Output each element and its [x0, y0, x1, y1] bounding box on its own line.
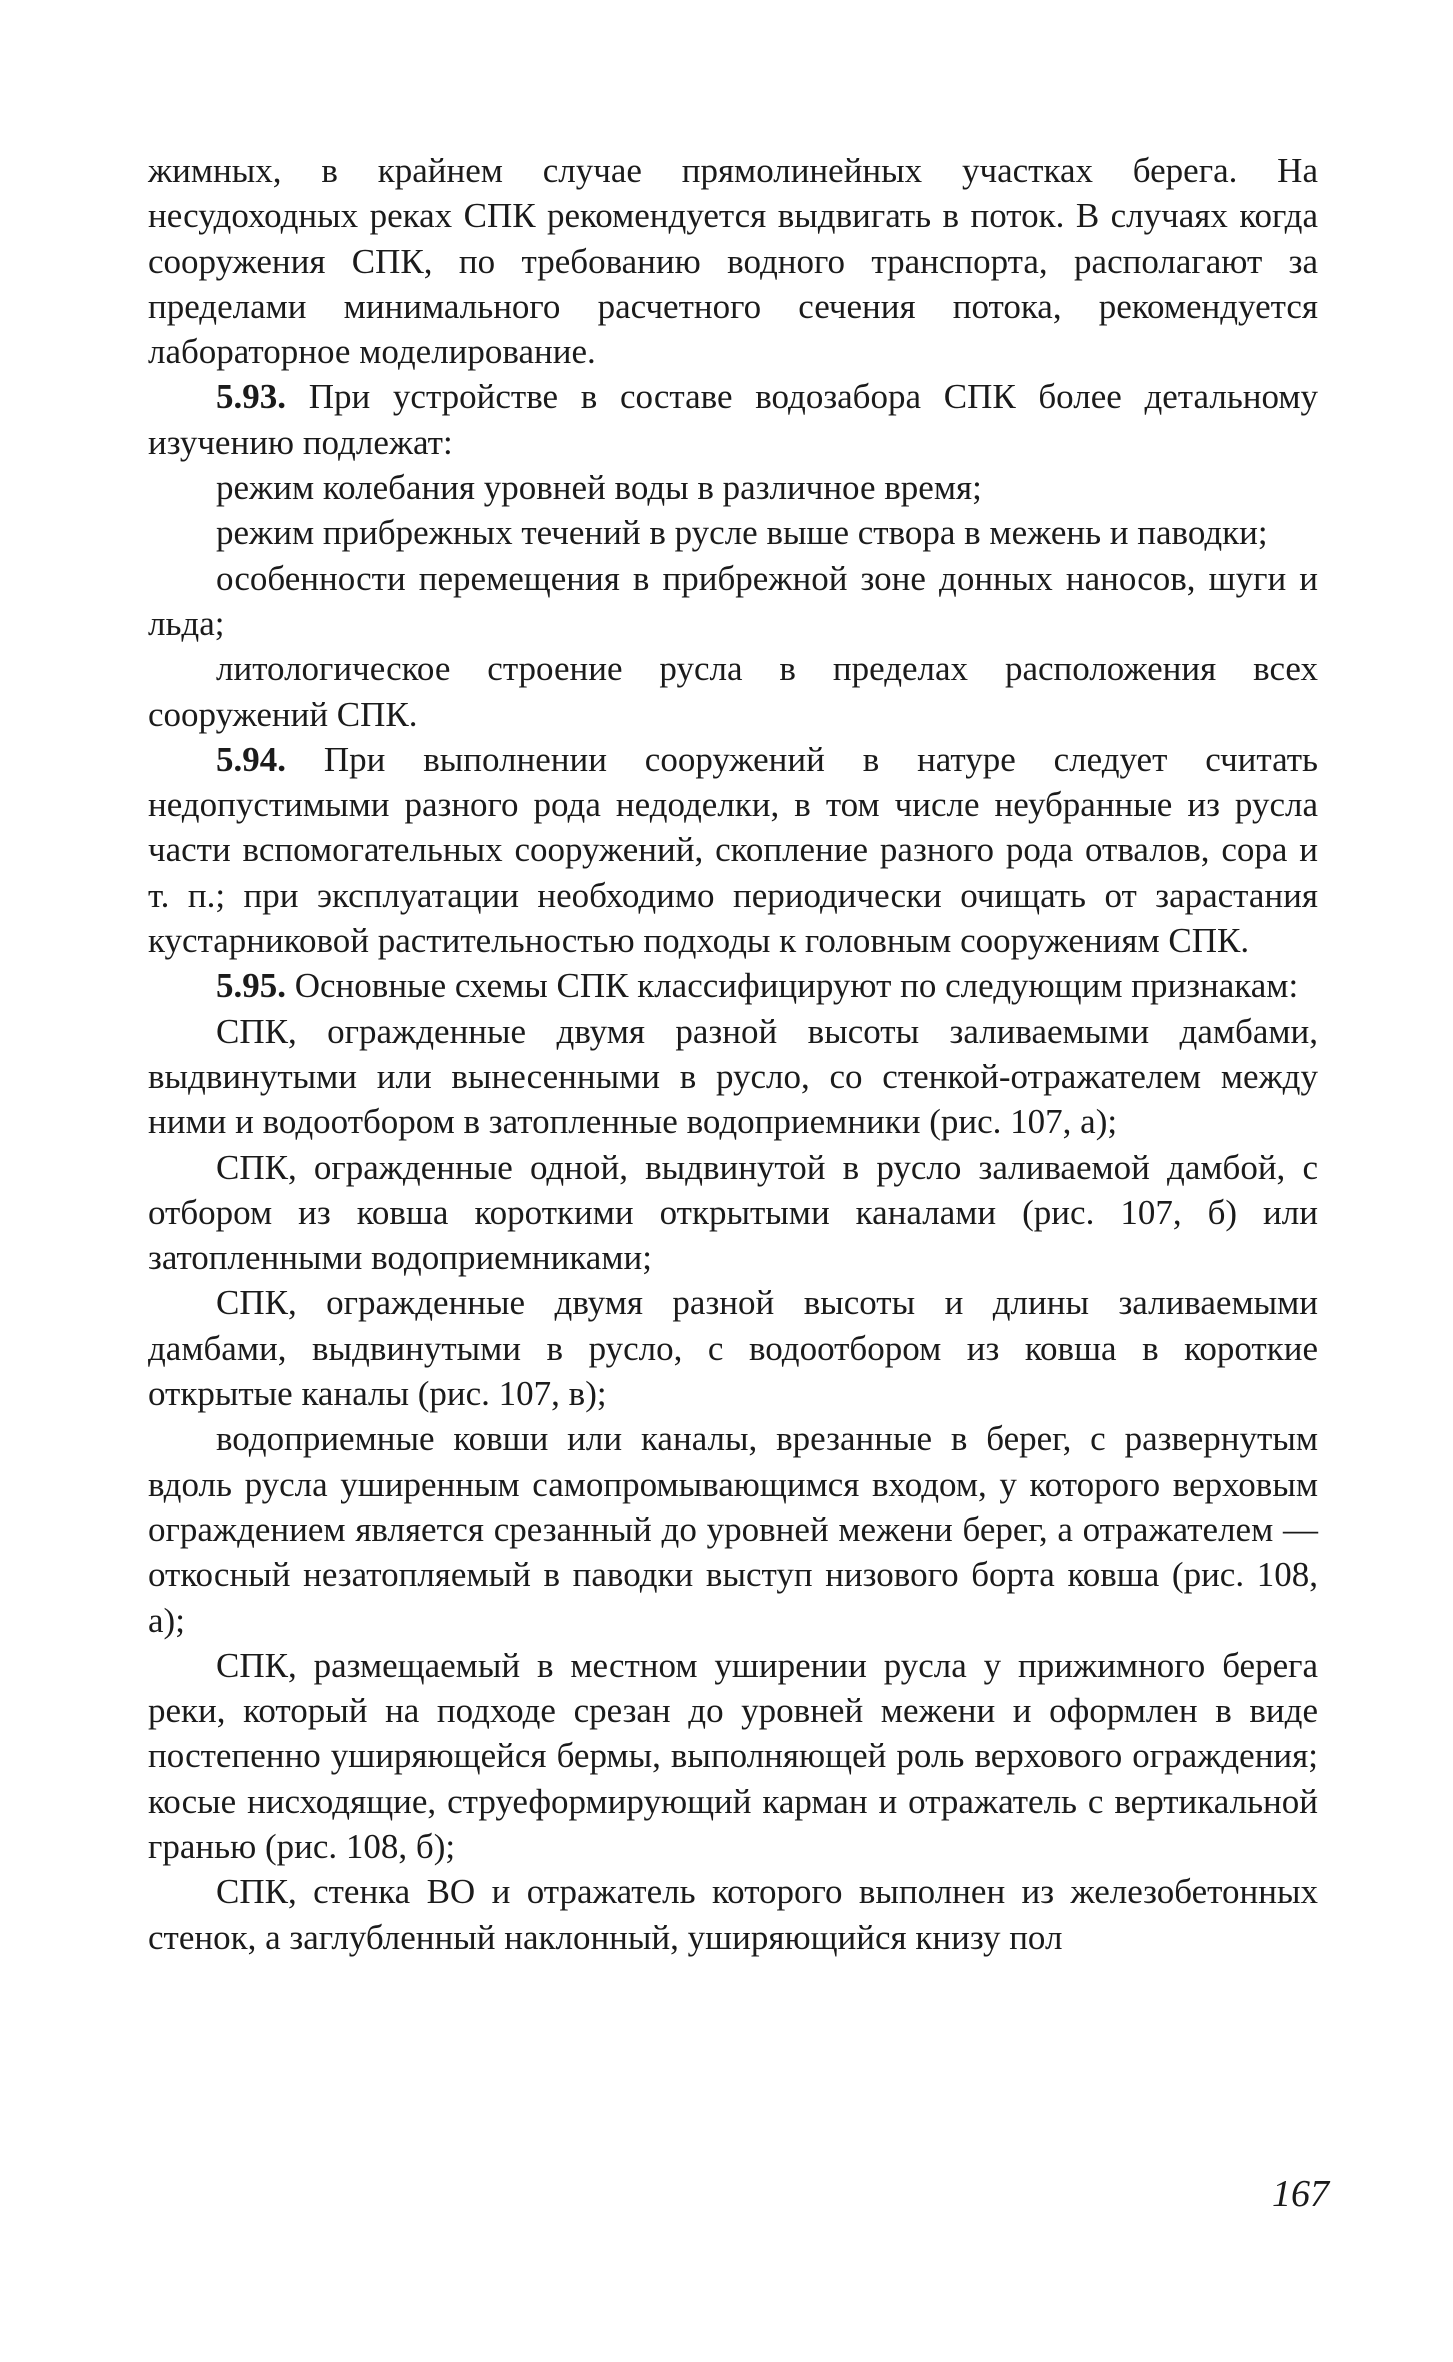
paragraph-continuation: [148, 148, 1318, 374]
paragraph-text: Основные схемы СПК классифицируют по следующим признакам:: [294, 966, 1299, 1006]
paragraph-text: СПК, огражденные одной, выдвинутой в русло заливаемой дамбой, с отбором из ковша короткими открытыми каналами (рис. 107, б) или затопленными водоприемниками;: [148, 1147, 1318, 1278]
paragraph-text: литологическое строение русла в пределах расположения всех сооружений СПК.: [148, 649, 1318, 734]
clause-number: 5.93.: [216, 377, 286, 417]
paragraph-5-93: [148, 374, 1318, 465]
paragraph-text: СПК, стенка ВО и отражатель которого выполнен из железобетонных стенок, а заглубленный наклонный, уширяющийся книзу пол: [148, 1872, 1318, 1957]
paragraph-text: СПК, огражденные двумя разной высоты заливаемыми дамбами, выдвинутыми или вынесенными в русло, со стенкой-отражателем между ними и водоотбором в затопленные водоприемники (рис. 107, а);: [148, 1011, 1318, 1142]
list-item: [148, 1643, 1318, 1869]
list-item: [148, 1280, 1318, 1416]
paragraph-5-95: [148, 963, 1318, 1008]
paragraph-text: особенности перемещения в прибрежной зоне донных наносов, шуги и льда;: [148, 558, 1318, 643]
paragraph-text: жимных, в крайнем случае прямолинейных участках берега. На несудоходных реках СПК рекомендуется выдвигать в поток. В случаях когда сооружения СПК, по требованию водного транспорта, располагают за пределами минимального расчетного сечения потока, рекомендуется лабораторное моделирование.: [148, 151, 1318, 372]
paragraph-text: СПК, размещаемый в местном уширении русла у прижимного берега реки, который на подходе срезан до уровней межени и оформлен в виде постепенно уширяющейся бермы, выполняющей роль верхового ограждения; косые нисходящие, струеформирующий карман и отражатель с вертикальной гранью (рис. 108, б);: [148, 1645, 1318, 1866]
paragraph-text: режим прибрежных течений в русле выше створа в межень и паводки;: [216, 513, 1268, 553]
list-item: [148, 510, 1318, 555]
page-number: 167: [1272, 2173, 1329, 2215]
paragraph-text: водоприемные ковши или каналы, врезанные в берег, с развернутым вдоль русла уширенным самопромывающимся входом, у которого верховым ограждением является срезанный до уровней межени берег, а отражателем — откосный незатопляемый в паводки выступ низового борта ковша (рис. 108, а);: [148, 1419, 1318, 1640]
page-text: [148, 148, 1318, 1960]
list-item: [148, 1009, 1318, 1145]
clause-number: 5.94.: [216, 739, 286, 779]
list-item: [148, 1869, 1318, 1960]
list-item: [148, 646, 1318, 737]
paragraph-text: режим колебания уровней воды в различное время;: [216, 468, 982, 508]
list-item: [148, 556, 1318, 647]
paragraph-text: При устройстве в составе водозабора СПК более детальному изучению подлежат:: [148, 377, 1318, 462]
list-item: [148, 1416, 1318, 1642]
list-item: [148, 1145, 1318, 1281]
clause-number: 5.95.: [216, 966, 286, 1006]
list-item: [148, 465, 1318, 510]
paragraph-text: При выполнении сооружений в натуре следует считать недопустимыми разного рода недоделки, в том числе неубранные из русла части вспомогательных сооружений, скопление разного рода отвалов, сора и т. п.; при эксплуатации необходимо периодически очищать от зарастания кустарниковой растительностью подходы к головным сооружениям СПК.: [148, 739, 1319, 961]
paragraph-5-94: [148, 737, 1318, 963]
paragraph-text: СПК, огражденные двумя разной высоты и длины заливаемыми дамбами, выдвинутыми в русло, с водоотбором из ковша в короткие открытые каналы (рис. 107, в);: [148, 1283, 1318, 1414]
